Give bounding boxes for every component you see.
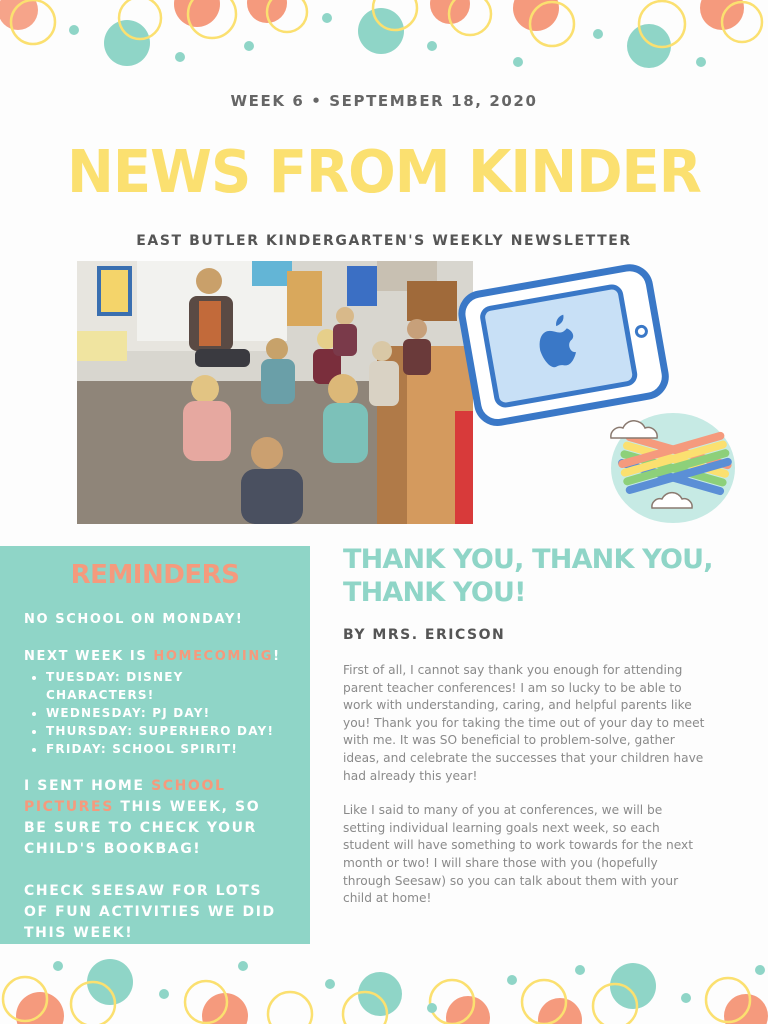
pictures-suffix: THIS WEEK, SO BE SURE TO CHECK YOUR CHILD'S BOOKBAG! (24, 799, 261, 857)
pictures-highlight: SCHOOL PICTURES (24, 778, 226, 815)
article-paragraph: First of all, I cannot say thank you enough for attending parent teacher conferences! I am so lucky to be able to work with understanding, caring, and helpful parents like you! Thank you for taking the time out of your day to meet with me. It was SO beneficial to problem-solve, gather ideas, and celebrate the successes that your children have had already this year! (343, 663, 705, 783)
tablet-apple-icon (455, 258, 745, 528)
pictures-prefix: I SENT HOME (24, 778, 152, 794)
school-pictures-reminder (24, 776, 286, 860)
spirit-days-list (24, 668, 286, 758)
bottom-dot-decoration (0, 944, 768, 1024)
spirit-day-item: • TUESDAY: DISNEY CHARACTERS! (46, 668, 286, 704)
newsletter-subtitle: EAST BUTLER KINDERGARTEN'S WEEKLY NEWSLETTER (136, 233, 632, 249)
homecoming-reminder (24, 649, 286, 664)
newsletter-title: NEWS FROM KINDER (67, 138, 701, 207)
thank-you-article (343, 543, 723, 908)
seesaw-reminder: CHECK SEESAW FOR LOTS OF FUN ACTIVITIES WE DID THIS WEEK! (24, 883, 276, 941)
reminders-panel (0, 546, 310, 944)
article-paragraph: Like I said to many of you at conferences, we will be setting individual learning goals next week, so each student will have something to work towards for the next month or two! I will share those with you (hopefully through Seesaw) so you can talk about them with your child at home! (343, 803, 694, 906)
homecoming-suffix: ! (273, 649, 281, 664)
article-byline: BY MRS. ERICSON (343, 627, 506, 643)
classroom-photo (77, 261, 473, 524)
homecoming-highlight: HOMECOMING (153, 649, 274, 664)
dateline: WEEK 6 • SEPTEMBER 18, 2020 (230, 92, 538, 110)
article-title: THANK YOU, THANK YOU, THANK YOU! (343, 544, 713, 608)
top-dot-decoration (0, 0, 768, 80)
homecoming-prefix: NEXT WEEK IS (24, 649, 154, 664)
reminders-title: REMINDERS (70, 560, 240, 590)
no-school-reminder: NO SCHOOL ON MONDAY! (24, 612, 244, 627)
spirit-day-item: • WEDNESDAY: PJ DAY! (46, 704, 286, 722)
spirit-day-item: • FRIDAY: SCHOOL SPIRIT! (46, 740, 286, 758)
spirit-day-item: • THURSDAY: SUPERHERO DAY! (46, 722, 286, 740)
